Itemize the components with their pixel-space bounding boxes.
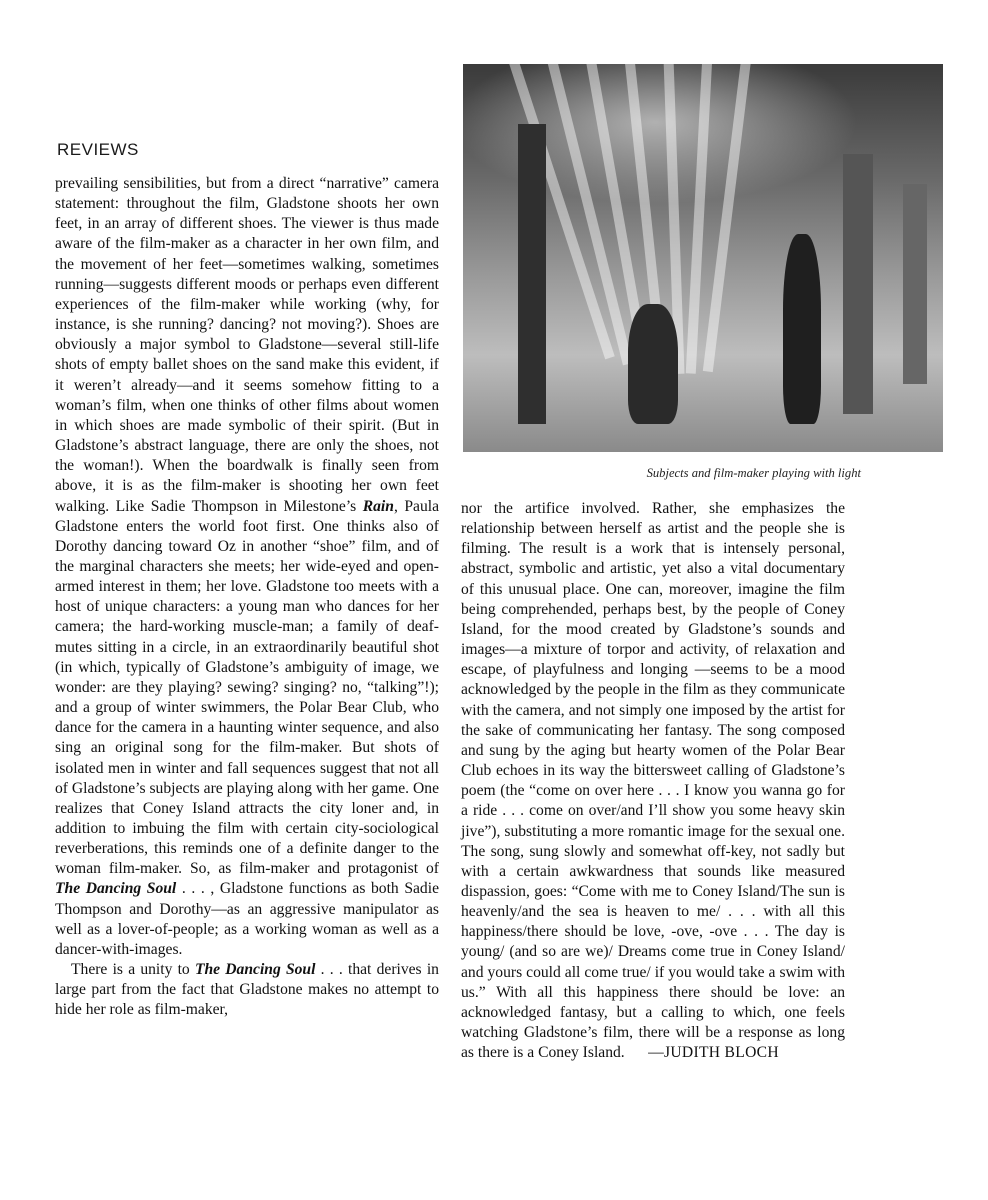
film-title: The Dancing Soul [194, 961, 316, 979]
left-column [55, 174, 439, 1021]
paragraph: prevailing sensibilities, but from a direct “narrative” camera statement: throughout the film, Gladstone shoots her own feet, in an array of different shoes. The viewer is thus made aware of the film-maker as a character in her own film, and the movement of her feet—sometimes walking, sometimes running—suggests different moods or perhaps even different experiences of the film-maker while working (why, for instance, is she running? dancing? not moving?). Shoes are obviously a major symbol to Gladstone—several still-life shots of empty ballet shoes on the sand make this evident, if it weren’t already—and it seems somehow fitting to a woman’s film, when one thinks of other films about women in which shoes are made symbolic of their spirit. (But in Gladstone’s abstract language, there are only the shoes, not the woman!). When the boardwalk is finally seen from above, it is as the film-maker is shooting her own feet walking. Like Sadie Thompson in Milestone’s Rain, Paula Gladstone enters the world foot first. One thinks also of Dorothy dancing toward Oz in another “shoe” film, and of the marginal characters she meets; her wide-eyed and open-armed interest in them; her love. Gladstone too meets with a host of unique characters: a young man who dances for her camera; the hard-working muscle-man; a family of deaf-mutes sitting in a circle, in an extraordinarily beautiful shot (in which, typically of Gladstone’s ambiguity of image, we wonder: are they playing? sewing? singing? no, “talking”!); and a group of winter swimmers, the Polar Bear Club, who dance for the camera in a haunting winter sequence, and also sing an original song for the film-maker. But shots of isolated men in winter and fall sequences suggest that not all of Gladstone’s subjects are playing along with her game. One realizes that Coney Island attracts the city loner and, in addition to imbuing the film with certain city-sociological reverberations, this reminds one of a definite danger to the woman film-maker. So, as film-maker and protagonist of The Dancing Soul . . . , Gladstone functions as both Sadie Thompson and Dorothy—as an aggressive manipulator as well as a lover-of-people; as a working woman as well as a dancer-with-images. [55, 175, 439, 958]
paragraph: nor the artifice involved. Rather, she emphasizes the relationship between herself as artist and the people she is filming. The result is a work that is intensely personal, abstract, symbolic and artistic, yet also a vital documentary of this unusual place. One can, moreover, imagine the film being comprehended, perhaps best, by the people of Coney Island, for the mood created by Gladstone’s sounds and images—a mixture of torpor and activity, of relaxation and escape, of playfulness and longing —seems to be a mood acknowledged by the people in the film as they communicate with the camera, and not simply one imposed by the artist for the sake of communicating her fantasy. The song composed and sung by the aging but hearty women of the Polar Bear Club echoes in its way the bittersweet calling of Gladstone’s poem (the “come on over here . . . I know you wanna go for a ride . . . come on over/and I’ll show you some heavy skin jive”), substituting a more romantic image for the sexual one. The song, sung slowly and somewhat off-key, not sadly but with a certain awkwardness that sounds like measured dispassion, goes: “Come with me to Coney Island/The sun is heavenly/and the sea is heaven to me/ . . . with all this happiness/there should be love, -ove, -ove . . . The day is young/ (and so are we)/ Dreams come true in Coney Island/ and yours could all come true/ if you would take a swim with us.” With all this happiness there should be love: an acknowledged fantasy, but a calling to which, one feels watching Gladstone’s film, there will be a response as long as there is a Coney Island. —JUDITH BLOCH [461, 500, 845, 1062]
film-title: Rain [362, 497, 394, 515]
paragraph: There is a unity to The Dancing Soul . . . that derives in large part from the fact that Gladstone makes no attempt to hide her role as film-maker, [55, 961, 439, 1019]
right-column [461, 499, 845, 1063]
author-byline: —JUDITH BLOCH [648, 1044, 779, 1062]
photo-caption: Subjects and film-maker playing with light [646, 466, 861, 480]
section-label: REVIEWS [57, 140, 139, 159]
photo [463, 64, 943, 452]
film-title: The Dancing Soul [55, 880, 177, 898]
